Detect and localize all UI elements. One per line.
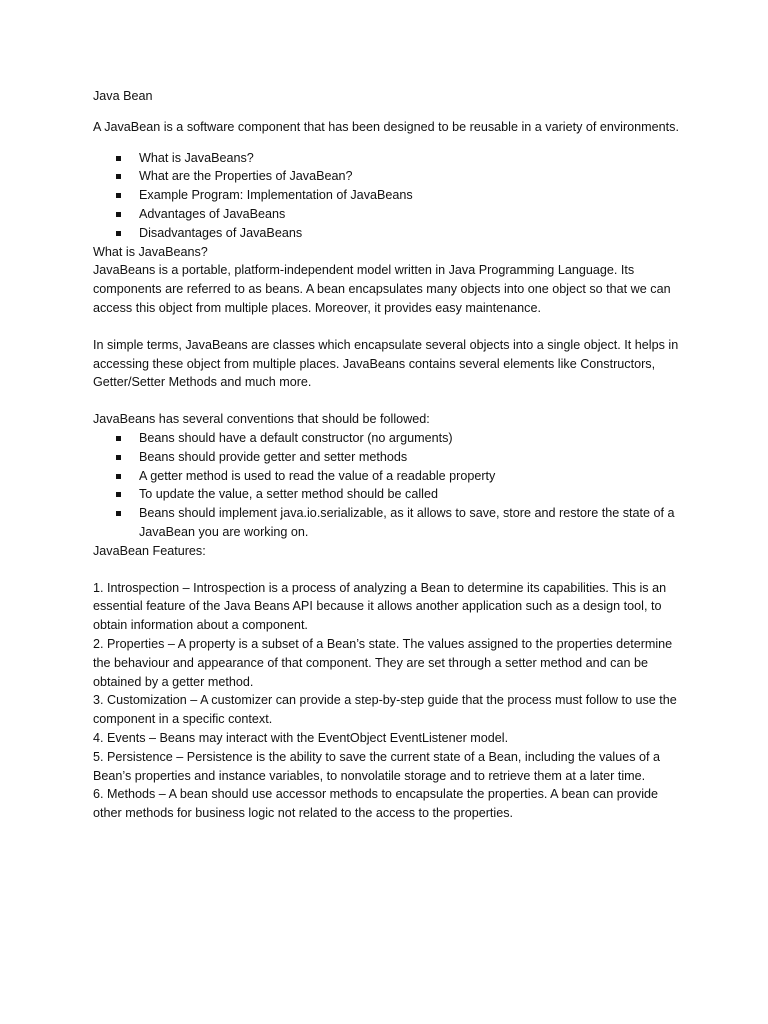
bullet-icon (116, 436, 121, 441)
bullet-icon (116, 492, 121, 497)
bullet-icon (116, 511, 121, 516)
conventions-list (93, 429, 683, 542)
bullet-icon (116, 455, 121, 460)
bullet-icon (116, 156, 121, 161)
list-item: Disadvantages of JavaBeans (93, 224, 683, 243)
list-item: What is JavaBeans? (93, 149, 683, 168)
list-item: Example Program: Implementation of JavaBeans (93, 186, 683, 205)
feature-item: 5. Persistence – Persistence is the ability to save the current state of a Bean, including the values of a Bean’s properties and instance variables, to nonvolatile storage and to retrieve them at a later time. (93, 749, 661, 783)
features-list (93, 579, 683, 823)
feature-item: 2. Properties – A property is a subset of a Bean’s state. The values assigned to the properties determine the behaviour and appearance of that component. They are set through a setter method and can be obtained by a getter method. (93, 636, 673, 689)
list-item: Beans should provide getter and setter methods (93, 448, 683, 467)
list-item: To update the value, a setter method should be called (93, 485, 683, 504)
list-item: Beans should have a default constructor (no arguments) (93, 429, 683, 448)
feature-item: 3. Customization – A customizer can provide a step-by-step guide that the process must follow to use the component in a specific context. (93, 693, 677, 727)
features-heading: JavaBean Features: (93, 543, 206, 558)
feature-item: 1. Introspection – Introspection is a process of analyzing a Bean to determine its capabilities. This is an essential feature of the Java Beans API because it allows another application such as a design tool, to obtain information about a component. (93, 580, 667, 633)
section-paragraph: In simple terms, JavaBeans are classes which encapsulate several objects into a single object. It helps in accessing these object from multiple places. JavaBeans contains several elements like Constructors, Getter/Setter Methods and much more. (93, 337, 679, 390)
bullet-icon (116, 174, 121, 179)
bullet-icon (116, 212, 121, 217)
bullet-icon (116, 231, 121, 236)
section-heading: What is JavaBeans? (93, 244, 208, 259)
toc-list (93, 149, 683, 243)
list-item: What are the Properties of JavaBean? (93, 167, 683, 186)
bullet-icon (116, 193, 121, 198)
list-item: Beans should implement java.io.serializable, as it allows to save, store and restore the state of a JavaBean you are working on. (93, 504, 683, 542)
bullet-icon (116, 474, 121, 479)
list-item: Advantages of JavaBeans (93, 205, 683, 224)
conventions-heading: JavaBeans has several conventions that should be followed: (93, 412, 430, 427)
intro-paragraph: A JavaBean is a software component that has been designed to be reusable in a variety of environments. (93, 119, 679, 134)
feature-item: 4. Events – Beans may interact with the EventObject EventListener model. (93, 730, 509, 745)
document-body (93, 87, 683, 823)
list-item: A getter method is used to read the value of a readable property (93, 467, 683, 486)
document-title: Java Bean (93, 89, 153, 103)
section-paragraph: JavaBeans is a portable, platform-independent model written in Java Programming Language. Its components are referred to as beans. A bean encapsulates many objects into one object so that we can access this object from multiple places. Moreover, it provides easy maintenance. (93, 263, 671, 315)
feature-item: 6. Methods – A bean should use accessor methods to encapsulate the properties. A bean can provide other methods for business logic not related to the access to the properties. (93, 787, 658, 821)
